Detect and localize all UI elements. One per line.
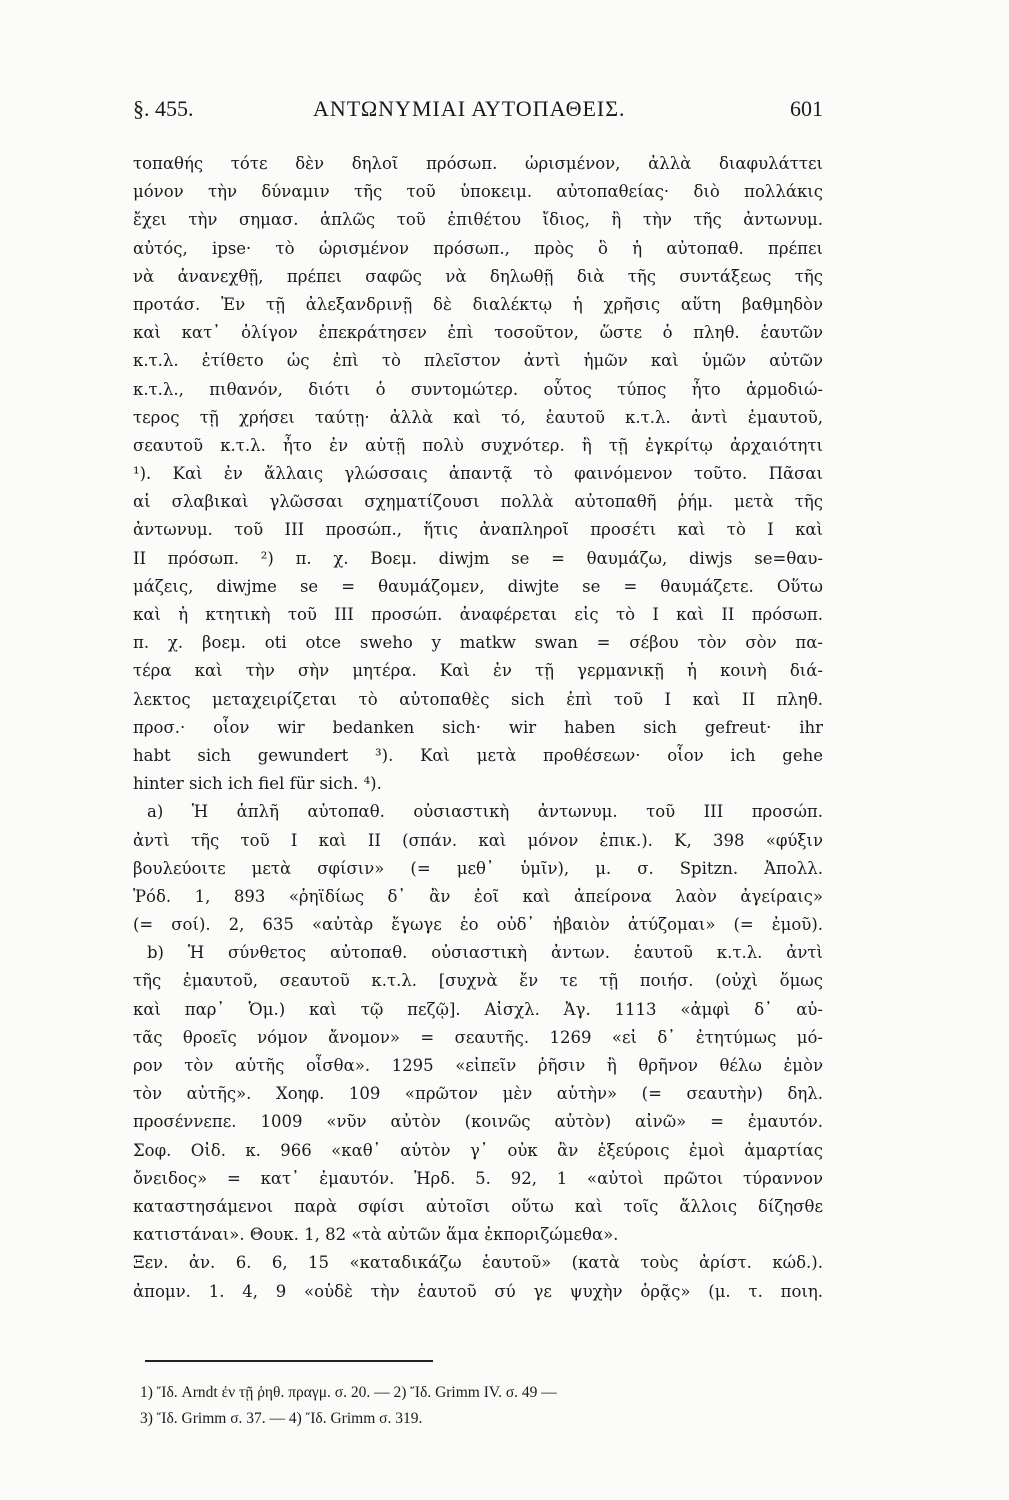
text-line: (= σοί). 2, 635 «αὐτὰρ ἔγωγε ἑο οὐδ᾽ ἠβαιὸν ἀτύζομαι» (= ἐμοῦ). xyxy=(133,915,823,935)
text-line: ¹). Καὶ ἐν ἄλλαις γλώσσαις ἀπαντᾷ τὸ φαινόμενον τοῦτο. Πᾶσαι xyxy=(133,464,823,484)
text-line: κατιστάναι». Θουκ. 1, 82 «τὰ αὐτῶν ἅμα ἐκποριζώμεθα». xyxy=(133,1225,619,1245)
text-line: ἀπομν. 1. 4, 9 «οὐδὲ τὴν ἑαυτοῦ σύ γε ψυχὴν ὁρᾷς» (μ. τ. ποιη. xyxy=(133,1281,823,1301)
text-line: habt sich gewundert ³). Καὶ μετὰ προθέσεων· οἷον ich gehe xyxy=(133,745,823,765)
text-line: ἀντὶ τῆς τοῦ I καὶ II (σπάν. καὶ μόνον ἐπικ.). Κ, 398 «φύξιν xyxy=(133,830,823,850)
text-line: τᾶς θροεῖς νόμον ἄνομον» = σεαυτῆς. 1269 «εἰ δ᾽ ἐτητύμως μό- xyxy=(133,1027,823,1047)
text-line: σεαυτοῦ κ.τ.λ. ἦτο ἐν αὐτῇ πολὺ συχνότερ. ἢ τῇ ἐγκρίτῳ ἀρχαιότητι xyxy=(133,435,823,455)
text-line: ρον τὸν αὑτῆς οἶσθα». 1295 «εἰπεῖν ῥῆσιν ἢ θρῆνον θέλω ἐμὸν xyxy=(133,1056,823,1075)
text-line: καταστησάμενοι παρὰ σφίσι αὐτοῖσι οὕτω καὶ τοῖς ἄλλοις δίζησθε xyxy=(133,1196,823,1216)
text-line: κ.τ.λ. ἐτίθετο ὡς ἐπὶ τὸ πλεῖστον ἀντὶ ἡμῶν καὶ ὑμῶν αὐτῶν xyxy=(133,351,823,371)
text-line: τοπαθής τότε δὲν δηλοῖ πρόσωπ. ὡρισμένον, ἀλλὰ διαφυλάττει xyxy=(133,154,823,173)
text-line: ἀντωνυμ. τοῦ III προσώπ., ἥτις ἀναπληροῖ προσέτι καὶ τὸ I καὶ xyxy=(133,520,823,540)
text-line: βουλεύοιτε μετὰ σφίσιν» (= μεθ᾽ ὑμῖν), μ. σ. Spitzn. Ἀπολλ. xyxy=(133,858,823,878)
running-title: ΑΝΤΩΝΥΜΙΑΙ ΑΥΤΟΠΑΘΕΙΣ. xyxy=(313,96,626,121)
page-number: 601 xyxy=(790,96,823,121)
footnote-rule xyxy=(145,1360,433,1362)
text-line: κ.τ.λ., πιθανόν, διότι ὁ συντομώτερ. οὗτος τύπος ἦτο ἁρμοδιώ- xyxy=(133,379,823,399)
text-line: τῆς ἐμαυτοῦ, σεαυτοῦ κ.τ.λ. [συχνὰ ἔν τε τῇ ποιήσ. (οὐχὶ ὅμως xyxy=(133,971,823,991)
text-line: τὸν αὐτῆς». Χοηφ. 109 «πρῶτον μὲν αὑτὴν» (= σεαυτὴν) δηλ. xyxy=(133,1084,823,1104)
text-line: προσ.· οἷον wir bedanken sich· wir haben sich gefreut· ihr xyxy=(133,717,823,737)
text-line: μόνον τὴν δύναμιν τῆς τοῦ ὑποκειμ. αὐτοπαθείας· διὸ πολλάκις xyxy=(133,182,823,202)
footnote-line: 1) Ἴδ. Arndt ἐν τῇ ῥηθ. πραγμ. σ. 20. — 2) Ἴδ. Grimm IV. σ. 49 — xyxy=(140,1384,557,1401)
text-line: b) Ἡ σύνθετος αὐτοπαθ. οὐσιαστικὴ ἀντων. ἑαυτοῦ κ.τ.λ. ἀντὶ xyxy=(147,943,823,963)
text-line: a) Ἡ ἁπλῆ αὐτοπαθ. οὐσιαστικὴ ἀντωνυμ. τοῦ III προσώπ. xyxy=(147,802,823,822)
running-header xyxy=(133,96,823,126)
text-line: μάζεις, diwjme se = θαυμάζομεν, diwjte se = θαυμάζετε. Οὕτω xyxy=(133,576,823,596)
footnotes xyxy=(140,1380,830,1432)
text-line: προσέννεπε. 1009 «νῦν αὐτὸν (κοινῶς αὑτὸν) αἰνῶ» = ἐμαυτόν. xyxy=(133,1112,823,1132)
text-line: ἔχει τὴν σημασ. ἁπλῶς τοῦ ἐπιθέτου ἴδιος, ἢ τὴν τῆς ἀντωνυμ. xyxy=(133,210,823,230)
text-line: τερος τῇ χρήσει ταύτῃ· ἀλλὰ καὶ τό, ἑαυτοῦ κ.τ.λ. ἀντὶ ἐμαυτοῦ, xyxy=(133,407,823,427)
section-number: §. 455. xyxy=(133,96,194,121)
text-line: τέρα καὶ τὴν σὴν μητέρα. Καὶ ἐν τῇ γερμανικῇ ἡ κοινὴ διά- xyxy=(133,661,823,681)
text-line: αὐτός, ipse· τὸ ὡρισμένον πρόσωπ., πρὸς ὃ ἡ αὐτοπαθ. πρέπει xyxy=(133,238,823,258)
text-line: Ῥόδ. 1, 893 «ῥηϊδίως δ᾽ ἂν ἑοῖ καὶ ἀπείρονα λαὸν ἀγείραις» xyxy=(133,886,823,906)
text-line: καὶ παρ᾽ Ὁμ.) καὶ τῷ πεζῷ]. Αἰσχλ. Ἀγ. 1113 «ἀμφὶ δ᾽ αὐ- xyxy=(133,999,823,1019)
text-line: π. χ. βοεμ. oti otce sweho y matkw swan = σέβου τὸν σὸν πα- xyxy=(133,633,823,653)
text-line: II πρόσωπ. ²) π. χ. Βοεμ. diwjm se = θαυμάζω, diwjs se=θαυ- xyxy=(133,548,823,568)
text-line: αἱ σλαβικαὶ γλῶσσαι σχηματίζουσι πολλὰ αὐτοπαθῆ ῥήμ. μετὰ τῆς xyxy=(133,492,823,512)
text-line: καὶ κατ᾽ ὀλίγον ἐπεκράτησεν ἐπὶ τοσοῦτον, ὥστε ὁ πληθ. ἑαυτῶν xyxy=(133,323,823,343)
text-line: νὰ ἀνανεχθῇ, πρέπει σαφῶς νὰ δηλωθῇ διὰ τῆς συντάξεως τῆς xyxy=(133,266,823,286)
text-line: Σοφ. Οἰδ. κ. 966 «καθ᾽ αὑτὸν γ᾽ οὐκ ἂν ἐξεύροις ἐμοὶ ἁμαρτίας xyxy=(133,1140,823,1160)
footnote-line: 3) Ἴδ. Grimm σ. 37. — 4) Ἴδ. Grimm σ. 319. xyxy=(140,1410,423,1427)
body-text xyxy=(133,150,823,1306)
text-line: καὶ ἡ κτητικὴ τοῦ III προσώπ. ἀναφέρεται εἰς τὸ I καὶ II πρόσωπ. xyxy=(133,605,823,624)
text-line: hinter sich ich fiel für sich. ⁴). xyxy=(133,774,382,794)
text-line: ὄνειδος» = κατ᾽ ἐμαυτόν. Ἡρδ. 5. 92, 1 «αὐτοὶ πρῶτοι τύραννον xyxy=(133,1168,823,1188)
text-line: προτάσ. Ἐν τῇ ἀλεξανδρινῇ δὲ διαλέκτῳ ἡ χρῆσις αὕτη βαθμηδὸν xyxy=(133,294,823,314)
text-line: Ξεν. ἀν. 6. 6, 15 «καταδικάζω ἑαυτοῦ» (κατὰ τοὺς ἀρίστ. κώδ.). xyxy=(133,1253,823,1273)
text-line: λεκτος μεταχειρίζεται τὸ αὐτοπαθὲς sich ἐπὶ τοῦ I καὶ II πληθ. xyxy=(133,689,823,709)
